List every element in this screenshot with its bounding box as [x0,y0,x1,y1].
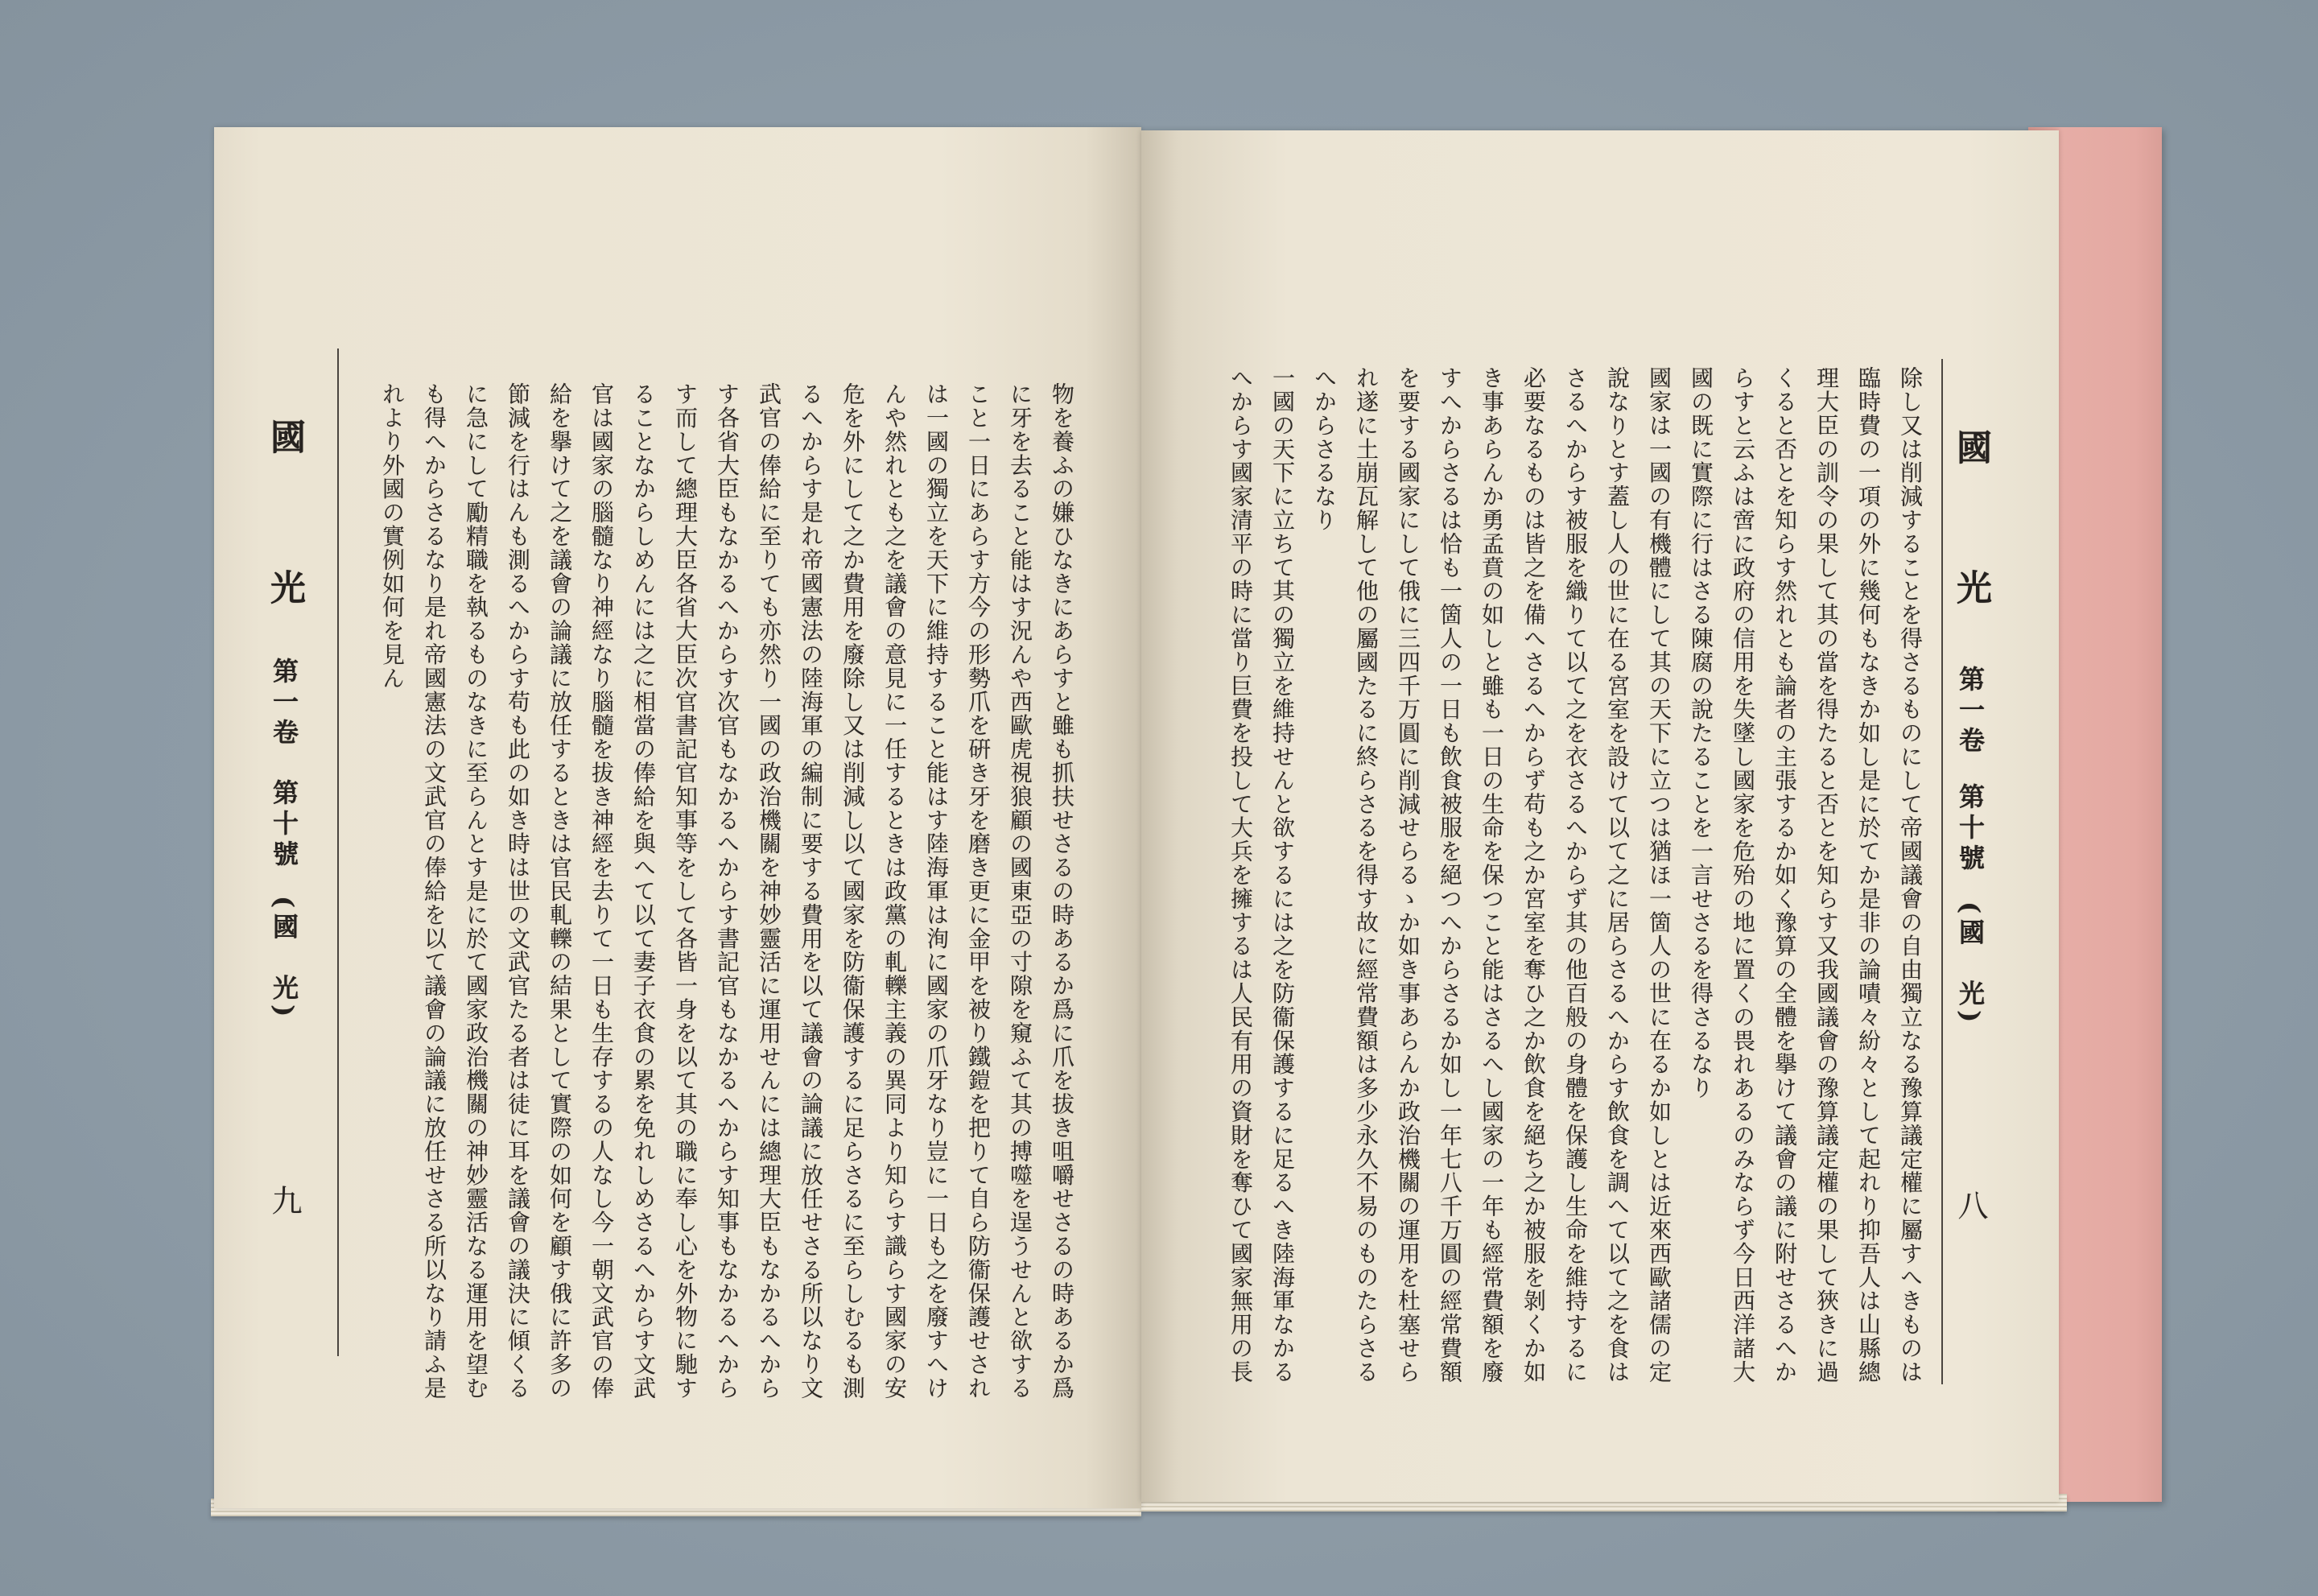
text-column: は一國の獨立を天下に維持すること能はす陸海軍は洵に國家の爪牙なり豈に一日も之を廢すへけ [923,382,950,1400]
text-column: へからさるなり [1311,366,1338,532]
text-column: らすと云ふは啻に政府の信用を失墜し國家を危殆の地に置くの畏れあるのみならず今日西洋諸大 [1730,366,1756,1384]
text-column: き事あらんか勇孟賁の如しと雖も一日の生命を保つこと能はさるへし國家の一年も經常費額を廢 [1479,366,1505,1384]
right-header-issue: 第十號 [1955,783,1986,875]
text-column: 國家は一國の有機體にして其の天下に立つは猶ほ一箇人の世に在るか如しとは近來西歐諸儒の定 [1646,366,1673,1384]
left-header-title-1: 國 [264,419,305,454]
text-column: んや然れとも之を議會の意見に一任するときは政黨の軋轢主義の異同より知らす識らす國家の安 [881,382,908,1400]
text-column: 危を外にして之か費用を廢除し又は削減し以て國家を防衞保護するに足らさるに至らしむるも測 [839,382,866,1400]
right-header-title-2: 光 [1950,569,1991,604]
text-column: さるへからす被服を織りて以て之を衣さるへからず其の他百般の身體を保護し生命を維持するに [1562,366,1589,1384]
left-header-issue: 第十號 [269,779,299,871]
text-column: 理大臣の訓令の果して其の當を得たると否とを知らす又我國議會の豫算議定權の果して狹きに過 [1813,366,1840,1384]
left-page-body [371,382,1083,1429]
text-column: へからす國家清平の時に當り巨費を投して大兵を擁するは人民有用の資財を奪ひて國家無用の長 [1227,366,1254,1384]
text-column: を要する國家にして俄に三四千万圓に削減せらるゝか如き事あらんか政治機關の運用を杜塞せら [1395,366,1421,1384]
text-column: すへからさるは恰も一箇人の一日も飲食被服を絕つへからさるか如し一年七八千万圓の經常費額 [1437,366,1463,1384]
left-page-number: 九 [266,1185,302,1215]
left-header-volume: 第一卷 [269,658,299,749]
text-column: 臨時費の一項の外に幾何もなきか如し是に於てか是非の論嘖々紛々として起れり抑吾人は山縣總 [1855,366,1882,1384]
text-column: す而して總理大臣各省大臣次官書記官知事等をして各皆一身を以て其の職に奉し心を外物に馳す [672,382,699,1400]
text-column: 一國の天下に立ちて其の獨立を維持せんと欲するには之を防衞保護するに足るへき陸海軍なかる [1269,366,1296,1384]
right-header-title-1: 國 [1950,429,1991,464]
text-column: 給を擧けて之を議會の論議に放任するときは官民軋轢の結果として實際の如何を顧す俄に許多の [547,382,573,1400]
text-column: くると否とを知らす然れとも論者の主張するか如く豫算の全體を擧けて議會の議に附せさるへか [1771,366,1798,1384]
left-running-head: (國 光) [269,896,299,1022]
text-column: 節減を行はんも測るへからす苟も此の如き時は世の文武官たる者は徒に耳を議會の議決に傾くる [505,382,531,1400]
text-column: 說なりとす蓋し人の世に在る宮室を設けて以て之に居らさるへからす飲食を調へて以て之を食は [1604,366,1631,1384]
right-header-volume: 第一卷 [1955,666,1986,757]
text-column: も得へからさるなり是れ帝國憲法の文武官の俸給を以て議會の論議に放任せさる所以なり請ふ是 [421,382,448,1400]
right-running-head: (國 光) [1955,901,1986,1028]
text-column: 武官の俸給に至りても亦然り一國の政治機關を神妙靈活に運用せんには總理大臣もなかるへから [756,382,782,1400]
text-column: 國の既に實際に行はさる陳腐の說たることを一言せさるを得さるなり [1688,366,1714,1100]
left-header-title-2: 光 [264,569,305,604]
right-page-number: 八 [1953,1190,1988,1220]
text-column: 除し又は削減することを得さるものにして帝國議會の自由獨立なる豫算議定權に屬すへきものは [1897,366,1924,1384]
text-column: す各省大臣もなかるへからす次官もなかるへからす書記官もなかるへからす知事もなかるへから [714,382,740,1400]
left-header-rule [337,348,339,1356]
text-column: れより外國の實例如何を見ん [379,382,406,691]
text-column: 官は國家の腦髓なり神經なり腦髓を拔き神經を去りて一日も生存するの人なし今一朝文武官の俸 [588,382,615,1400]
text-column: れ遂に土崩瓦解して他の屬國たるに終らさるを得す故に經常費額は多少永久不易のものたらさる [1353,366,1380,1384]
text-column: るへからす是れ帝國憲法の陸海軍の編制に要する費用を以て議會の論議に放任せさる所以なり文 [798,382,824,1400]
text-column: ることなからしめんには之に相當の俸給を與へて以て妻子衣食の累を免れしめさるへからす文武 [630,382,657,1400]
text-column: こと一日にあらす方今の形勢爪を硏き牙を磨き更に金甲を被り鐵鎧を把りて自ら防衞保護せされ [965,382,992,1400]
text-column: 物を養ふの嫌ひなきにあらすと雖も抓扶せさるの時あるか爲に爪を拔き咀嚼せさるの時あるか爲 [1049,382,1075,1400]
right-page-body [1219,366,1931,1412]
text-column: 必要なるものは皆之を備へさるへからず苟も之か宮室を奪ひ之か飲食を絕ち之か被服を剝くか如 [1520,366,1547,1384]
text-column: に牙を去ること能はす況んや西歐虎視狼顧の國東亞の寸隙を窺ふて其の搏噬を逞うせんと欲する [1007,382,1033,1400]
text-column: に急にして勵精職を執るものなきに至らんとす是に於て國家政治機關の神妙靈活なる運用を望む [463,382,489,1400]
right-header-rule [1941,359,1943,1384]
